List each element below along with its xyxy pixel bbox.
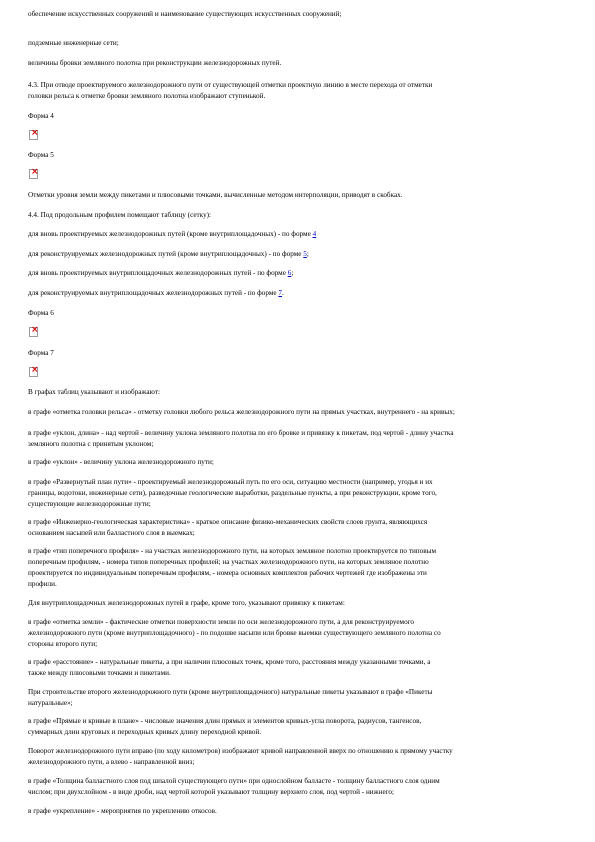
paragraph: в графе «укрепление» - мероприятия по укреплению откосов. [28,807,217,815]
broken-image-icon [29,130,38,140]
paragraph: в графе «отметка земли» - фактические отметки поверхности земли по оси железнодорожного пути, а для реконструируемого железнодорожного пути (кроме внутриплощадочного) - по подошве насыпи или бровке выемки существующего земляного полотна со стороны второго пути; [28,618,441,648]
paragraph: Отметки уровня земли между пикетами и плюсовыми точками, вычисленные методом интерполяции, приводят в скобках. [28,191,403,199]
list-item-text: для вновь проектируемых железнодорожных путей (кроме внутриплощадочных) - по форме [28,230,313,238]
paragraph: в графе «Толщина балластного слоя под шпалой существующего пути» при однослойном балласте - толщину балластного слоя одним числом; при двухслойном - в виде дроби, над чертой которой указывают толщину верхнего слоя, под чертой - нижнего; [28,777,440,796]
form-caption: Форма 6 [28,309,54,317]
broken-image-icon [29,367,38,377]
list-item: для реконструируемых внутриплощадочных железнодорожных путей - по форме 7. [28,289,284,297]
form-caption: Форма 7 [28,349,54,357]
list-item-text: для реконструируемых внутриплощадочных железнодорожных путей - по форме [28,289,279,297]
paragraph: в графе «Прямые и кривые в плане» - числовые значения длин прямых и элементов кривых-угла поворота, радиусов, тангенсов, суммарных длин круговых и переходных кривых длину переходной кривой. [28,717,422,736]
form-link[interactable]: 7 [278,289,283,297]
list-item: для вновь проектируемых внутриплощадочных железнодорожных путей - по форме 6; [28,269,294,277]
paragraph: в графе «отметка головки рельса» - отметку головки любого рельса железнодорожного пути на прямых участках, внутреннего - на кривых; [28,408,455,416]
paragraph: в графе «Инженерно-геологическая характеристика» - краткое описание физико-механических свойств слоев грунта, являющихся основанием насыпей или балластного слоя в выемках; [28,518,428,537]
paragraph: Для внутриплощадочных железнодорожных путей в графе, кроме того, указывают привязку к пикетам: [28,599,345,607]
paragraph: в графе «тип поперечного профиля» - на участках железнодорожного пути, на которых земляное полотно проектируется по типовым поперечным профилям, - номера типов поперечных профилей; на участках железнодорожного пути, на которых земляное полотно проектируется по индивидуальным поперечным профилям, - номера основных комплектов рабочих чертежей где изображены эти профили. [28,547,437,588]
list-item-text: для реконструируемых железнодорожных путей (кроме внутриплощадочных) - по форме [28,250,304,258]
paragraph: подземные инженерные сети; [28,39,119,47]
broken-image-icon [29,327,38,337]
form-caption: Форма 4 [28,112,54,120]
paragraph: 4.4. Под продольным профилем помещают таблицу (сетку): [28,211,212,219]
paragraph: в графе «уклон» - величину уклона железнодорожного пути; [28,458,214,466]
list-item: для реконструируемых железнодорожных путей (кроме внутриплощадочных) - по форме 5; [28,250,309,258]
list-item-text: для вновь проектируемых внутриплощадочных железнодорожных путей - по форме [28,269,288,277]
paragraph: 4.3. При отводе проектируемого железнодорожного пути от существующей отметки проектную линию в месте перехода от отметки головки рельса к отметке бровки земляного полотна изображают ступенькой. [28,81,433,100]
paragraph: в графе «уклон, длина» - над чертой - величину уклона земляного полотна по его бровке и привязку к пикетам, под чертой - длину участка земляного полотна с принятым уклоном; [28,429,454,448]
paragraph: в графе «Развернутый план пути» - проектируемый железнодорожный путь по его оси, ситуацию местности (например, угодья и их границы, водотоки, инженерные сети), разведочные геологические выработки, раздельные пункты, а при реконструкции, кроме того, существующие железнодорожные пути; [28,478,437,508]
paragraph: Поворот железнодорожного пути вправо (по ходу километров) изображают кривой направленной вверх по отношению к прямому участку железнодорожного пути, а влево - направленной вниз; [28,747,453,766]
form-link[interactable]: 6 [287,269,292,277]
form-caption: Форма 5 [28,151,54,159]
paragraph: обеспечение искусственных сооружений и наименование существующих искусственных сооружений; [28,10,342,18]
broken-image-icon [29,169,38,179]
form-link[interactable]: 4 [312,230,317,238]
paragraph: в графе «расстояние» - натуральные пикеты, а при наличии плюсовых точек, кроме того, расстояния между указанными точками, а также между плюсовыми точками и пикетами. [28,658,431,677]
form-link[interactable]: 5 [303,250,307,258]
paragraph: величины бровки земляного полотна при реконструкции железнодорожных путей. [28,59,282,67]
paragraph: При строительстве второго железнодорожного пути (кроме внутриплощадочного) натуральные пикеты указывают в графе «Пикеты натуральные»; [28,688,433,707]
paragraph: В графах таблиц указывают и изображают: [28,388,160,396]
list-item [28,229,576,240]
